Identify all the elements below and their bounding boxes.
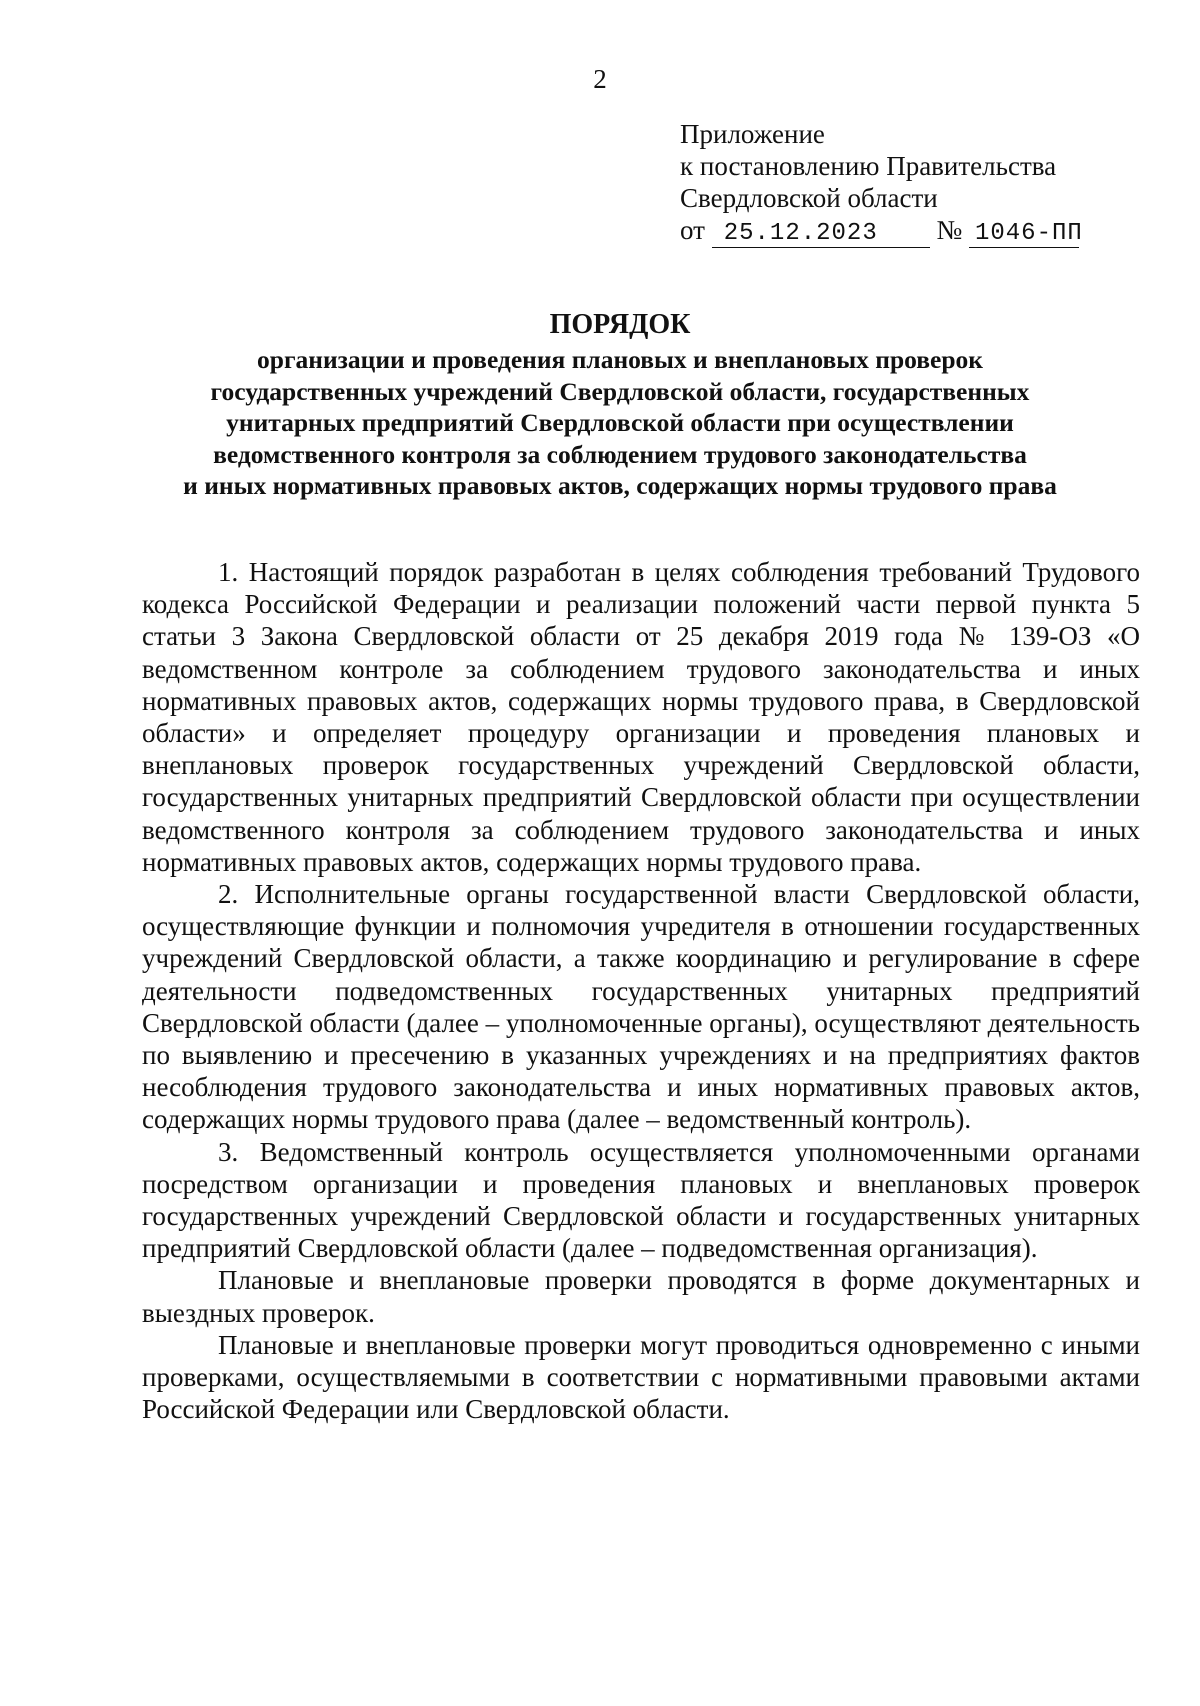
document-title-block: [120, 308, 1120, 502]
title-line: и иных нормативных правовых актов, содержащих нормы трудового права: [183, 471, 1057, 500]
document-body: [142, 556, 1140, 1425]
paragraph-2: 2. Исполнительные органы государственной власти Свердловской области, осуществляющие функции и полномочия учредителя в отношении государственных учреждений Свердловской области, а также координацию и регулирование в сфере деятельности подведомственных государственных унитарных предприятий Свердловской области (далее – уполномоченные органы), осуществляют деятельность по выявлению и пресечению в указанных учреждениях и на предприятиях фактов несоблюдения трудового законодательства и иных нормативных правовых актов, содержащих нормы трудового права (далее – ведомственный контроль).: [142, 879, 1140, 1135]
title-line: организации и проведения плановых и внеплановых проверок: [257, 345, 983, 374]
title-line: государственных учреждений Свердловской области, государственных: [210, 376, 1030, 406]
paragraph-3: 3. Ведомственный контроль осуществляется уполномоченными органами посредством организации и проведения плановых и внеплановых проверок государственных учреждений Свердловской области и государственных унитарных предприятий Свердловской области (далее – подведомственная организация).: [142, 1136, 1140, 1264]
appendix-date-number-line: [680, 214, 1120, 248]
resolution-number: 1046-ПП: [969, 221, 1079, 248]
document-title: ПОРЯДОК: [549, 309, 691, 340]
appendix-region: Свердловской области: [680, 183, 938, 213]
appendix-reference: к постановлению Правительства: [680, 151, 1057, 181]
number-prefix: №: [936, 215, 963, 245]
appendix-block: [680, 118, 1120, 248]
resolution-date: 25.12.2023: [712, 221, 930, 248]
title-line: ведомственного контроля за соблюдением трудового законодательства: [213, 439, 1027, 469]
appendix-heading: Приложение: [680, 119, 825, 149]
title-line: унитарных предприятий Свердловской области при осуществлении: [226, 408, 1014, 437]
paragraph-4: Плановые и внеплановые проверки проводятся в форме документарных и выездных проверок.: [142, 1265, 1140, 1328]
paragraph-5: Плановые и внеплановые проверки могут проводиться одновременно с иными проверками, осуществляемыми в соответствии с нормативными правовыми актами Российской Федерации или Свердловской области.: [142, 1329, 1140, 1425]
page-number: 2: [593, 64, 607, 94]
date-prefix: от: [680, 215, 705, 245]
paragraph-1: 1. Настоящий порядок разработан в целях соблюдения требований Трудового кодекса Российской Федерации и реализации положений части первой пункта 5 статьи 3 Закона Свердловской области от 25 декабря 2019 года № 139-ОЗ «О ведомственном контроле за соблюдением трудового законодательства и иных нормативных правовых актов, содержащих нормы трудового права, в Свердловской области» и определяет процедуру организации и проведения плановых и внеплановых проверок государственных учреждений Свердловской области, государственных унитарных предприятий Свердловской области при осуществлении ведомственного контроля за соблюдением трудового законодательства и иных нормативных правовых актов, содержащих нормы трудового права.: [142, 557, 1140, 877]
